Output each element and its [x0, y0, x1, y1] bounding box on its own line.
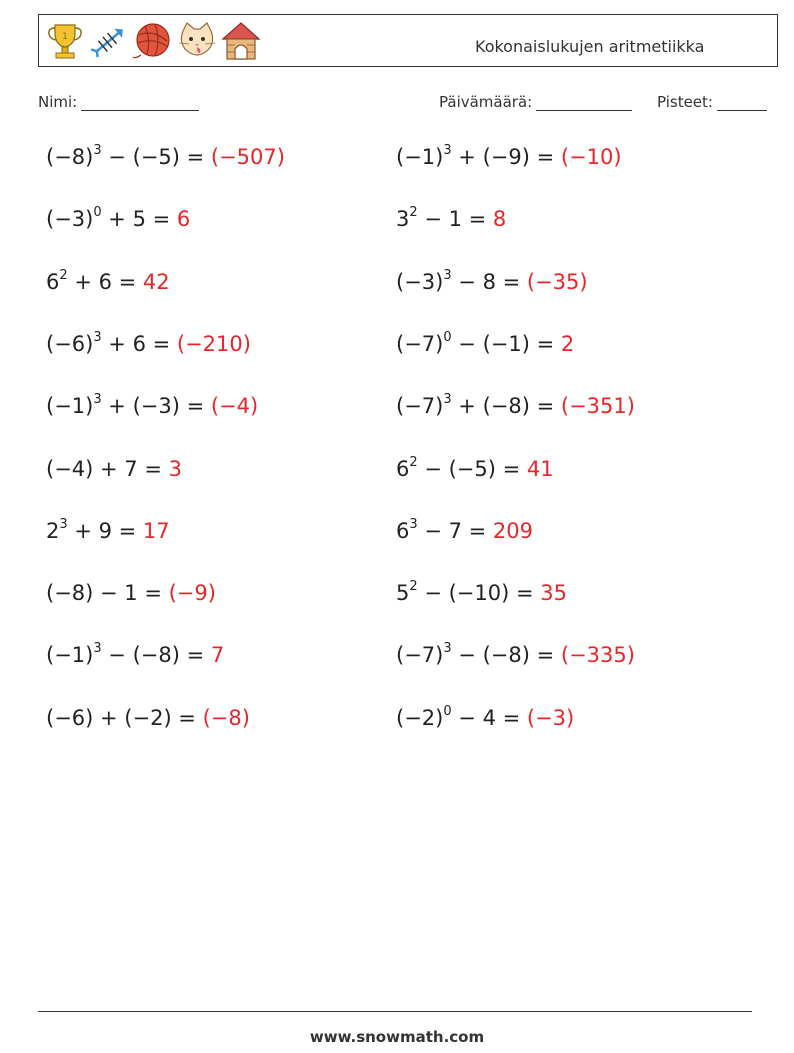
problem-operation: − (−8) =	[101, 643, 211, 667]
problem-exponent: 3	[443, 268, 452, 283]
problem-item	[46, 332, 251, 356]
worksheet-title: Kokonaislukujen aritmetiikka	[475, 37, 705, 56]
problem-operation: − 4 =	[451, 706, 527, 730]
problem-item	[396, 457, 554, 481]
date-field[interactable]	[439, 93, 632, 111]
problem-answer: (−351)	[560, 394, 635, 418]
problem-item	[46, 519, 170, 543]
problem-base: 2	[46, 519, 60, 543]
problem-operation: + (−9) =	[451, 145, 561, 169]
date-blank[interactable]	[536, 94, 632, 111]
problem-exponent: 3	[93, 392, 102, 407]
problem-answer: 35	[540, 581, 567, 605]
problem-operation: − (−5) =	[101, 145, 211, 169]
problem-item	[46, 207, 190, 231]
problem-answer: (−8)	[202, 706, 250, 730]
dog-house-icon	[221, 19, 261, 63]
problem-item	[46, 706, 250, 730]
problem-operation: + 6 =	[101, 332, 177, 356]
problem-item	[46, 581, 216, 605]
problem-exponent: 3	[59, 517, 68, 532]
problem-operation: − 7 =	[417, 519, 493, 543]
footer-divider	[38, 1011, 752, 1012]
problem-item	[396, 394, 635, 418]
problem-answer: (−35)	[526, 270, 588, 294]
problem-answer: (−335)	[560, 643, 635, 667]
fish-bone-icon	[89, 19, 129, 63]
problem-base: 3	[396, 207, 410, 231]
name-label: Nimi:	[38, 93, 78, 111]
problem-answer: 41	[526, 457, 554, 481]
header-icons	[45, 19, 261, 63]
problem-base: (−6) + (−2) =	[46, 706, 203, 730]
problem-exponent: 0	[443, 330, 452, 345]
problem-base: (−8) − 1 =	[46, 581, 169, 605]
problem-base: (−6)	[46, 332, 94, 356]
worksheet-header	[38, 14, 778, 67]
problem-base: (−1)	[396, 145, 444, 169]
score-blank[interactable]	[717, 94, 767, 111]
problem-answer: 6	[176, 207, 191, 231]
problem-item	[396, 643, 635, 667]
problem-item	[46, 145, 285, 169]
problem-exponent: 0	[93, 205, 102, 220]
date-label: Päivämäärä:	[439, 93, 533, 111]
problem-answer: 209	[492, 519, 534, 543]
problem-item	[396, 145, 622, 169]
problem-item	[396, 207, 506, 231]
problem-answer: (−210)	[176, 332, 251, 356]
problem-operation: − 8 =	[451, 270, 527, 294]
problem-exponent: 3	[443, 143, 452, 158]
problem-answer: (−507)	[210, 145, 285, 169]
problem-answer: 8	[492, 207, 507, 231]
problem-item	[46, 457, 182, 481]
problem-operation: − (−10) =	[417, 581, 541, 605]
problem-item	[396, 519, 533, 543]
problem-base: (−3)	[396, 270, 444, 294]
problem-item	[396, 706, 574, 730]
problem-base: (−4) + 7 =	[46, 457, 169, 481]
problem-answer: 3	[168, 457, 182, 481]
problem-answer: (−4)	[210, 394, 259, 418]
yarn-ball-icon	[133, 19, 173, 63]
footer-url: www.snowmath.com	[309, 1028, 485, 1046]
problem-item	[396, 332, 574, 356]
problem-answer: 42	[142, 270, 170, 294]
problem-base: (−1)	[46, 643, 94, 667]
trophy-icon	[45, 19, 85, 63]
problem-answer: 7	[210, 643, 225, 667]
problem-base: (−7)	[396, 332, 444, 356]
problem-operation: + (−8) =	[451, 394, 561, 418]
problem-operation: − (−8) =	[451, 643, 561, 667]
problem-base: (−7)	[396, 394, 444, 418]
score-label: Pisteet:	[657, 93, 713, 111]
problem-exponent: 2	[409, 455, 418, 470]
problem-base: 6	[396, 519, 410, 543]
svg-text:1: 1	[62, 32, 68, 42]
problem-base: (−7)	[396, 643, 444, 667]
problem-exponent: 3	[93, 641, 102, 656]
problem-base: (−2)	[396, 706, 444, 730]
problem-answer: (−9)	[168, 581, 216, 605]
problem-item	[46, 270, 170, 294]
problem-item	[46, 643, 224, 667]
problem-exponent: 2	[409, 579, 418, 594]
problem-base: (−1)	[46, 394, 94, 418]
problem-base: 6	[46, 270, 60, 294]
problem-base: (−3)	[46, 207, 94, 231]
problem-operation: − (−5) =	[417, 457, 527, 481]
problem-operation: + 5 =	[101, 207, 177, 231]
problem-answer: 17	[142, 519, 170, 543]
problem-exponent: 0	[443, 704, 452, 719]
problem-operation: + 9 =	[67, 519, 143, 543]
name-blank[interactable]	[81, 94, 199, 111]
name-field[interactable]	[38, 93, 199, 111]
problem-exponent: 3	[409, 517, 418, 532]
problem-operation: − 1 =	[417, 207, 493, 231]
problem-item	[396, 270, 588, 294]
problem-exponent: 2	[409, 205, 418, 220]
problem-operation: + (−3) =	[101, 394, 211, 418]
problem-operation: + 6 =	[67, 270, 143, 294]
problem-exponent: 3	[443, 392, 452, 407]
problem-base: 6	[396, 457, 410, 481]
problem-answer: (−3)	[526, 706, 575, 730]
score-field[interactable]	[657, 93, 767, 111]
problem-answer: 2	[560, 332, 575, 356]
problem-operation: − (−1) =	[451, 332, 561, 356]
problem-item	[396, 581, 567, 605]
problem-exponent: 3	[443, 641, 452, 656]
problem-base: 5	[396, 581, 410, 605]
problem-item	[46, 394, 258, 418]
cat-face-icon	[177, 19, 217, 63]
problem-exponent: 3	[93, 143, 102, 158]
problem-base: (−8)	[46, 145, 94, 169]
problem-exponent: 3	[93, 330, 102, 345]
problem-answer: (−10)	[560, 145, 622, 169]
problem-exponent: 2	[59, 268, 68, 283]
